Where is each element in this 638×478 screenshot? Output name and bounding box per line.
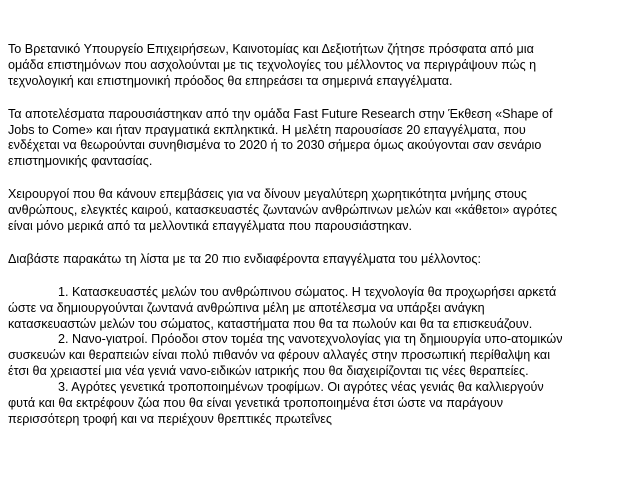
list-item bbox=[8, 285, 638, 333]
list-item-first-line: 1. Κατασκευαστές μελών του ανθρώπινου σώματος. Η τεχνολογία θα προχωρήσει αρκετά bbox=[58, 284, 557, 299]
paragraph-line: είναι μόνο μερικά από τα μελλοντικά επαγγέλματα που παρουσιάστηκαν. bbox=[8, 219, 413, 234]
paragraph-gap bbox=[8, 90, 638, 107]
paragraph-gap bbox=[8, 170, 638, 187]
list-item bbox=[8, 380, 638, 428]
paragraph-line: Διαβάστε παρακάτω τη λίστα με τα 20 πιο ενδιαφέροντα επαγγέλματα του μέλλοντος: bbox=[8, 251, 482, 266]
list-item-line: φυτά και θα εκτρέφουν ζώα που θα είναι γενετικά τροποποιημένα έτσι ώστε να παράγουν bbox=[8, 396, 503, 411]
paragraph-results bbox=[8, 107, 638, 171]
paragraph-gap bbox=[8, 268, 638, 285]
paragraph-line: Χειρουργοί που θα κάνουν επεμβάσεις για να δίνουν μεγαλύτερη χωρητικότητα μνήμης στους bbox=[8, 187, 527, 202]
list-item-line: ώστε να δημιουργούνται ζωντανά ανθρώπινα μέλη με αποτέλεσμα να υπάρξει ανάγκη bbox=[8, 300, 485, 315]
list-item-line: συσκευών και θεραπειών είναι πολύ πιθανόν να φέρουν αλλαγές στην προσωπική περίθαλψη και bbox=[8, 348, 551, 363]
jobs-list bbox=[8, 285, 638, 428]
paragraph-line: Τα αποτελέσματα παρουσιάστηκαν από την ομάδα Fast Future Research στην Έκθεση «Shape of bbox=[8, 106, 553, 121]
paragraph-line: ομάδα επιστημόνων που ασχολούνται με τις τεχνολογίες του μέλλοντος να περιγράψουν πώς η bbox=[8, 57, 537, 72]
paragraph-line: επιστημονικής φαντασίας. bbox=[8, 154, 153, 169]
paragraph-examples bbox=[8, 187, 638, 235]
paragraph-line: Το Βρετανικό Υπουργείο Επιχειρήσεων, Καινοτομίας και Δεξιοτήτων ζήτησε πρόσφατα από μια bbox=[8, 42, 534, 56]
paragraph-line: Jobs to Come» και ήταν πραγματικά εκπληκτικά. Η μελέτη παρουσίασε 20 επαγγέλματα, που bbox=[8, 122, 526, 137]
list-item-line: περισσότερη τροφή και να περιέχουν θρεπτικές πρωτεΐνες bbox=[8, 411, 332, 426]
paragraph-line: ανθρώπους, ελεγκτές καιρού, κατασκευαστές ζωντανών ανθρώπινων μελών και «κάθετοι» αγρότες bbox=[8, 203, 558, 218]
list-item-line: κατασκευαστών μελών του σώματος, καταστήματα που θα τα πωλούν και θα τα επισκευάζουν. bbox=[8, 316, 533, 331]
paragraph-line: τεχνολογική και επιστημονική πρόοδος θα επηρεάσει τα σημερινά επαγγέλματα. bbox=[8, 73, 453, 88]
paragraph-intro bbox=[8, 42, 638, 90]
list-item-first-line: 3. Αγρότες γενετικά τροποποιημένων τροφίμων. Οι αγρότες νέας γενιάς θα καλλιεργούν bbox=[58, 380, 544, 395]
list-item bbox=[8, 332, 638, 380]
list-item-line: έτσι θα χρειαστεί μια νέα γενιά νανο-ειδικών ιατρικής που θα διαχειρίζονται τις νέες θεραπείες. bbox=[8, 364, 529, 379]
paragraph-gap bbox=[8, 235, 638, 252]
paragraph-list-intro bbox=[8, 252, 638, 268]
document-body bbox=[8, 42, 638, 428]
list-item-first-line: 2. Νανο-γιατροί. Πρόοδοι στον τομέα της νανοτεχνολογίας για τη δημιουργία υπο-ατομικών bbox=[58, 332, 563, 347]
paragraph-line: ενδέχεται να θεωρούνται συνηθισμένα το 2020 ή το 2030 σήμερα όμως ακούγονται σαν σενάριο bbox=[8, 138, 542, 153]
